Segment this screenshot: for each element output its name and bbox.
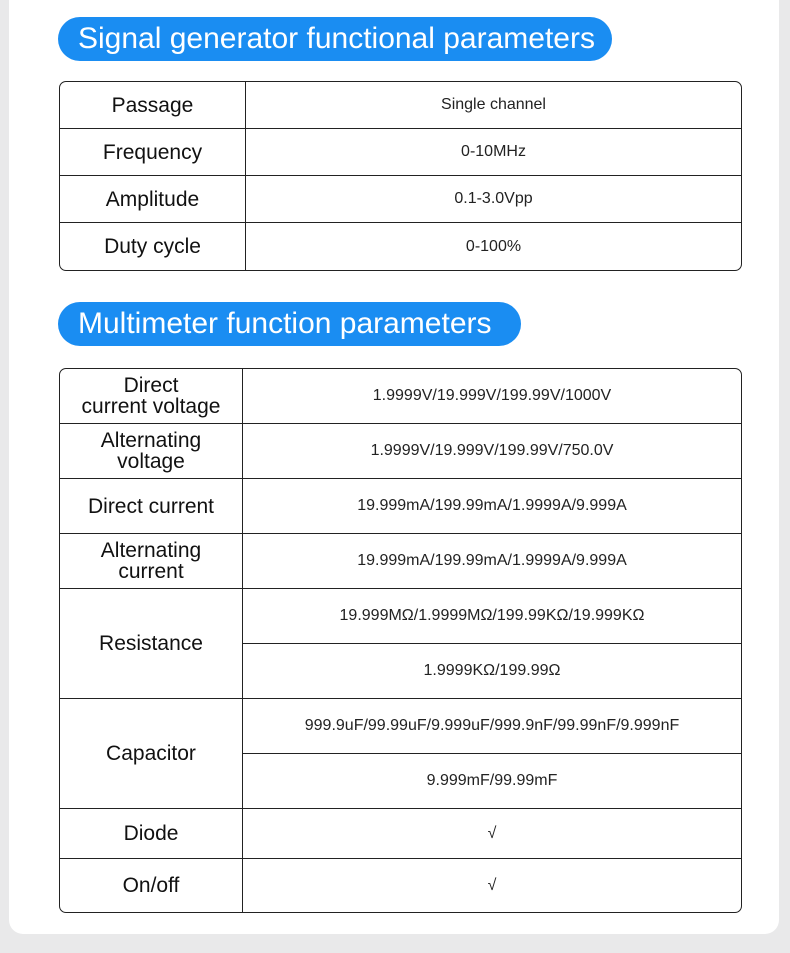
row-label-on-off: On/off bbox=[60, 859, 243, 912]
row-value-ac-current: 19.999mA/199.99mA/1.9999A/9.999A bbox=[243, 534, 741, 589]
row-value-frequency: 0-10MHz bbox=[246, 129, 741, 176]
multimeter-table bbox=[59, 368, 742, 913]
row-label-diode: Diode bbox=[60, 809, 243, 859]
row-value-passage: Single channel bbox=[246, 82, 741, 129]
table-row bbox=[60, 589, 741, 644]
row-label-frequency: Frequency bbox=[60, 129, 246, 176]
row-label-dc-current: Direct current bbox=[60, 479, 243, 534]
table-row bbox=[60, 424, 741, 479]
table-row bbox=[60, 176, 741, 223]
table-row bbox=[60, 699, 741, 754]
row-value-duty-cycle: 0-100% bbox=[465, 237, 522, 255]
row-value-dc-voltage: 1.9999V/19.999V/199.99V/1000V bbox=[243, 369, 741, 424]
table-row bbox=[60, 369, 741, 424]
signal-generator-table bbox=[59, 81, 742, 271]
row-label-capacitor: Capacitor bbox=[60, 699, 243, 809]
table-row bbox=[60, 223, 741, 270]
row-value-resistance-high: 19.999MΩ/1.9999MΩ/199.99KΩ/19.999KΩ bbox=[243, 589, 741, 644]
table-row bbox=[60, 859, 741, 912]
row-label-amplitude: Amplitude bbox=[60, 176, 246, 223]
row-value-resistance-low: 1.9999KΩ/199.99Ω bbox=[243, 644, 741, 699]
row-value-ac-voltage: 1.9999V/19.999V/199.99V/750.0V bbox=[243, 424, 741, 479]
row-value-amplitude: 0.1-3.0Vpp bbox=[246, 176, 741, 223]
multimeter-heading: Multimeter function parameters bbox=[58, 302, 521, 346]
row-value-dc-current: 19.999mA/199.99mA/1.9999A/9.999A bbox=[243, 479, 741, 534]
row-value-capacitor-high: 9.999mF/99.99mF bbox=[243, 754, 741, 809]
table-row bbox=[60, 82, 741, 129]
row-label-dc-voltage: Direct current voltage bbox=[60, 369, 243, 424]
row-label-passage: Passage bbox=[60, 82, 246, 129]
table-row bbox=[60, 809, 741, 859]
row-label-ac-current: Alternating current bbox=[60, 534, 243, 589]
row-label-duty-cycle: Duty cycle bbox=[60, 223, 246, 270]
check-mark-on-off: √ bbox=[487, 876, 497, 894]
signal-generator-heading: Signal generator functional parameters bbox=[58, 17, 612, 61]
table-row bbox=[60, 534, 741, 589]
table-row bbox=[60, 479, 741, 534]
table-row bbox=[60, 129, 741, 176]
row-label-resistance: Resistance bbox=[60, 589, 243, 699]
check-mark-diode: √ bbox=[243, 809, 741, 859]
row-value-capacitor-low: 999.9uF/99.99uF/9.999uF/999.9nF/99.99nF/9.999nF bbox=[243, 699, 741, 754]
row-label-ac-voltage: Alternating voltage bbox=[60, 424, 243, 479]
